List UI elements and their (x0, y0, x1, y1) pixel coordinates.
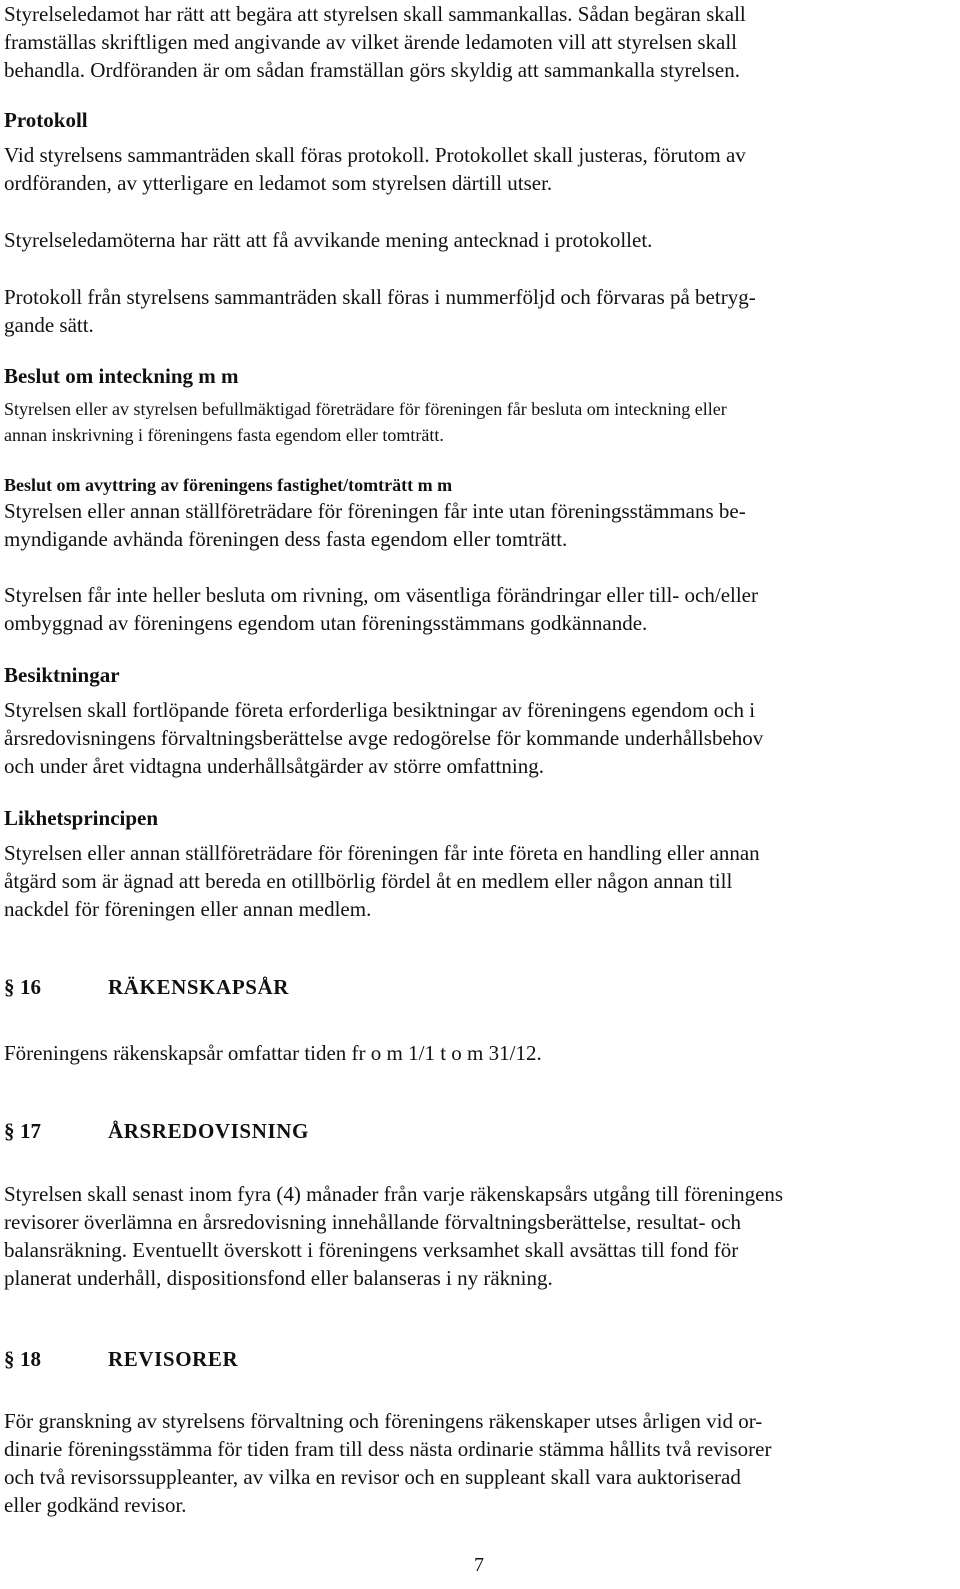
heading-inteckning: Beslut om inteckning m m (4, 364, 239, 388)
section-17-body: Styrelsen skall senast inom fyra (4) månader från varje räkenskapsårs utgång till föreningens revisorer överlämna en årsredovisning innehållande förvaltningsberättelse, resultat- och balansräkning. Eventuellt överskott i föreningens verksamhet skall avsättas till fond för planerat underhåll, dispositionsfond eller balanseras i ny räkning. (4, 1182, 784, 1290)
section-mark: § (4, 1347, 15, 1371)
paragraph-likhetsprincipen: Styrelsen eller annan ställföreträdare för föreningen får inte företa en handling eller annan åtgärd som är ägnad att bereda en otillbörlig fördel åt en medlem eller någon annan till nackdel för föreningen eller annan medlem. (4, 841, 760, 921)
section-title: REVISORER (108, 1347, 239, 1371)
section-16-body: Föreningens räkenskapsår omfattar tiden fr o m 1/1 t o m 31/12. (4, 1041, 542, 1065)
paragraph-avyttring: Styrelsen eller annan ställföreträdare för föreningen får inte utan föreningsstämmans be- myndigande avhända föreningen dess fasta egendom eller tomträtt. (4, 499, 746, 551)
section-number: 16 (20, 975, 41, 999)
section-mark: § (4, 975, 15, 999)
paragraph-board-convening: Styrelseledamot har rätt att begära att styrelsen skall sammankallas. Sådan begäran skall framställas skriftligen med angivande av vilket ärende ledamoten vill att styrelsen skall behandla. Ordföranden är om sådan framställan görs skyldig att sammankalla styrelsen. (4, 2, 746, 82)
paragraph-rivning: Styrelsen får inte heller besluta om rivning, om väsentliga förändringar eller till- och/eller ombyggnad av föreningens egendom utan föreningsstämmans godkännande. (4, 583, 759, 635)
paragraph-protokoll-storage: Protokoll från styrelsens sammanträden skall föras i nummerföljd och förvaras på betryg- gande sätt. (4, 285, 756, 337)
section-title: RÄKENSKAPSÅR (108, 975, 290, 999)
section-16-heading (4, 970, 952, 1010)
paragraph-protokoll: Vid styrelsens sammanträden skall föras protokoll. Protokollet skall justeras, förutom av ordföranden, av ytterligare en ledamot som styrelsen därtill utser. (4, 143, 746, 195)
section-18-heading (4, 1342, 952, 1382)
section-18-body: För granskning av styrelsens förvaltning och föreningens räkenskaper utses årligen vid or- dinarie föreningsstämma för tiden fram till dess nästa ordinarie stämma hållits två revisorer och två revisorssuppleanter, av vilka en revisor och en suppleant skall vara auktoriserad eller godkänd revisor. (4, 1409, 772, 1517)
section-title: ÅRSREDOVISNING (108, 1119, 309, 1143)
paragraph-inteckning: Styrelsen eller av styrelsen befullmäktigad företrädare för föreningen får besluta om inteckning eller annan inskrivning i föreningens fasta egendom eller tomträtt. (4, 399, 727, 445)
heading-besiktningar: Besiktningar (4, 663, 120, 687)
section-number: 18 (20, 1347, 41, 1371)
section-17-heading (4, 1114, 952, 1154)
paragraph-besiktningar: Styrelsen skall fortlöpande företa erforderliga besiktningar av föreningens egendom och i årsredovisningens förvaltningsberättelse avge redogörelse för kommande underhållsbehov och under året vidtagna underhållsåtgärder av större omfattning. (4, 698, 764, 778)
heading-likhetsprincipen: Likhetsprincipen (4, 806, 159, 830)
page-number: 7 (474, 1554, 484, 1576)
section-mark: § (4, 1119, 15, 1143)
heading-avyttring: Beslut om avyttring av föreningens fastighet/tomträtt m m (4, 475, 453, 495)
paragraph-dissenting-opinion: Styrelseledamöterna har rätt att få avvikande mening antecknad i protokollet. (4, 228, 653, 252)
section-number: 17 (20, 1119, 41, 1143)
heading-protokoll: Protokoll (4, 108, 88, 132)
